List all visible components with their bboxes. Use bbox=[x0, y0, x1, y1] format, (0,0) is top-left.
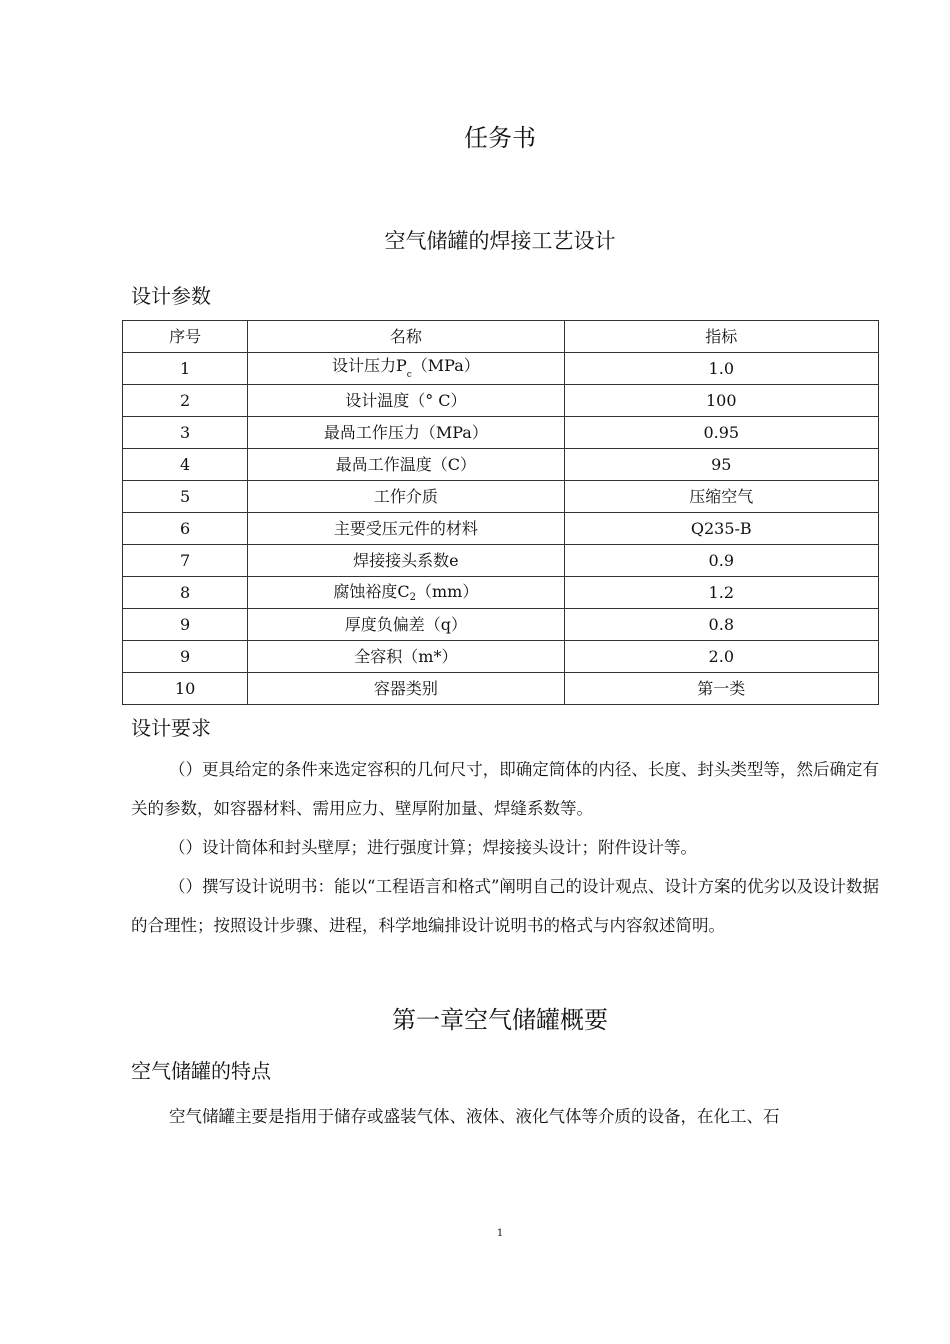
table-row bbox=[123, 673, 879, 705]
row-no: 4 bbox=[123, 449, 248, 481]
row-value: 100 bbox=[564, 385, 878, 417]
page-number: 1 bbox=[496, 1228, 504, 1239]
table-row bbox=[123, 609, 879, 641]
row-name: 主要受压元件的材料 bbox=[248, 513, 564, 545]
row-value: 压缩空气 bbox=[564, 481, 878, 513]
row-value: 0.8 bbox=[564, 609, 878, 641]
requirement-text: （）撰写设计说明书：能以“工程语言和格式”阐明自己的设计观点、设计方案的优劣以及设计数据的合理性；按照设计步骤、进程，科学地编排设计说明书的格式与内容叙述简明。 bbox=[131, 877, 879, 935]
body-text: 空气储罐主要是指用于储存或盛装气体、液体、液化气体等介质的设备，在化工、石 bbox=[169, 1107, 780, 1126]
requirement-text: （）更具给定的条件来选定容积的几何尺寸，即确定筒体的内径、长度、封头类型等，然后确定有关的参数，如容器材料、需用应力、壁厚附加量、焊缝系数等。 bbox=[131, 760, 879, 818]
row-name-subscript: 2 bbox=[409, 591, 416, 603]
design-params-heading: 设计参数 bbox=[131, 284, 211, 308]
row-name bbox=[248, 577, 564, 609]
row-no: 10 bbox=[123, 673, 248, 705]
row-no: 1 bbox=[123, 353, 248, 385]
row-name: 厚度负偏差（q） bbox=[248, 609, 564, 641]
requirement-paragraph bbox=[131, 828, 879, 867]
row-value: 95 bbox=[564, 449, 878, 481]
table-row bbox=[123, 385, 879, 417]
header-no: 序号 bbox=[123, 321, 248, 353]
table-row bbox=[123, 577, 879, 609]
row-name: 全容积（m*） bbox=[248, 641, 564, 673]
document-title: 任务书 bbox=[464, 124, 536, 152]
row-value: Q235-B bbox=[564, 513, 878, 545]
header-name: 名称 bbox=[248, 321, 564, 353]
table-row bbox=[123, 353, 879, 385]
requirement-paragraph bbox=[131, 867, 879, 945]
table-header-row bbox=[123, 321, 879, 353]
row-name-text: 腐蚀裕度C bbox=[333, 581, 410, 601]
table-row bbox=[123, 513, 879, 545]
table-row bbox=[123, 641, 879, 673]
requirement-paragraph bbox=[131, 750, 879, 828]
row-value: 0.95 bbox=[564, 417, 878, 449]
row-value: 1.2 bbox=[564, 577, 878, 609]
table-row bbox=[123, 449, 879, 481]
row-no: 6 bbox=[123, 513, 248, 545]
design-requirements-heading: 设计要求 bbox=[131, 716, 211, 740]
table-row bbox=[123, 417, 879, 449]
table-row bbox=[123, 545, 879, 577]
row-no: 9 bbox=[123, 609, 248, 641]
row-name-unit: （mm） bbox=[415, 581, 479, 601]
row-no: 3 bbox=[123, 417, 248, 449]
row-no: 2 bbox=[123, 385, 248, 417]
row-value: 0.9 bbox=[564, 545, 878, 577]
row-value: 2.0 bbox=[564, 641, 878, 673]
row-name-text: 设计压力P bbox=[331, 355, 407, 375]
row-no: 5 bbox=[123, 481, 248, 513]
chapter-title: 第一章空气储罐概要 bbox=[392, 1006, 608, 1034]
row-name: 焊接接头系数e bbox=[248, 545, 564, 577]
requirement-text: （）设计筒体和封头壁厚；进行强度计算；焊接接头设计；附件设计等。 bbox=[169, 838, 697, 857]
row-name: 设计温度（° C） bbox=[248, 385, 564, 417]
row-value: 第一类 bbox=[564, 673, 878, 705]
row-value: 1.0 bbox=[564, 353, 878, 385]
row-name: 最咼工作温度（C） bbox=[248, 449, 564, 481]
row-name bbox=[248, 353, 564, 385]
project-title: 空气储罐的焊接工艺设计 bbox=[384, 229, 616, 253]
header-value: 指标 bbox=[564, 321, 878, 353]
body-paragraph bbox=[131, 1097, 879, 1136]
section-heading: 空气储罐的特点 bbox=[131, 1059, 271, 1083]
row-name-subscript: c bbox=[406, 369, 412, 380]
row-name-unit: （MPa） bbox=[411, 355, 480, 375]
row-name: 工作介质 bbox=[248, 481, 564, 513]
design-params-table bbox=[122, 320, 879, 705]
row-no: 7 bbox=[123, 545, 248, 577]
row-name: 容器类别 bbox=[248, 673, 564, 705]
row-no: 8 bbox=[123, 577, 248, 609]
row-no: 9 bbox=[123, 641, 248, 673]
row-name: 最咼工作压力（MPa） bbox=[248, 417, 564, 449]
table-row bbox=[123, 481, 879, 513]
